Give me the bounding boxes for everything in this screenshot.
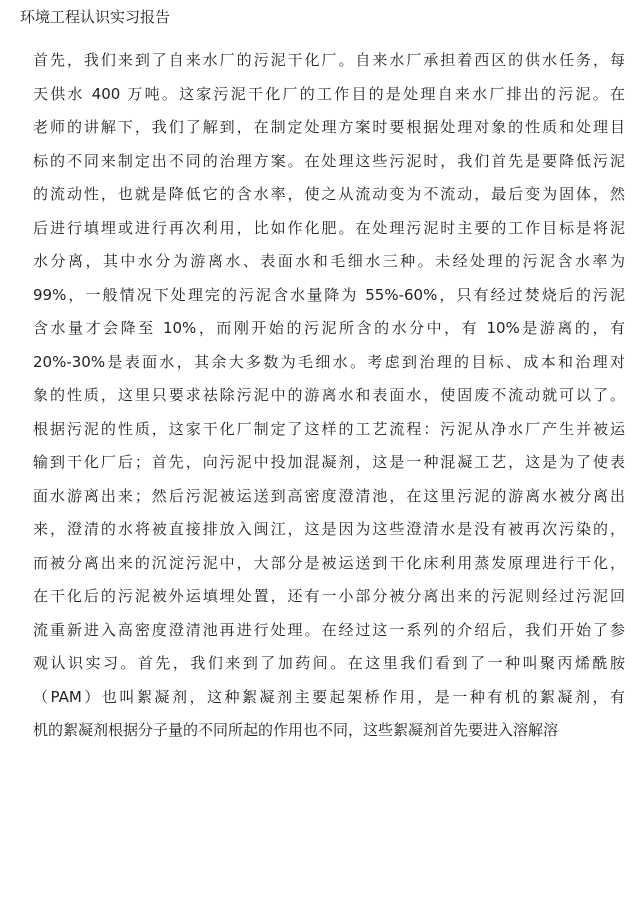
text-line: 后进行填埋或进行再次利用，比如作化肥。在处理污泥时主要的工作目标是将泥	[33, 218, 625, 237]
text-line: 而被分离出来的沉淀污泥中，大部分是被运送到干化床利用蒸发原理进行干化，	[33, 553, 625, 572]
document-body	[33, 44, 625, 748]
text-line: 面水游离出来；然后污泥被运送到高密度澄清池，在这里污泥的游离水被分离出	[33, 486, 625, 505]
text-line: 含水量才会降至 10%，而刚开始的污泥所含的水分中，有 10%是游离的，有	[33, 319, 625, 337]
text-line: 机的絮凝剂根据分子量的不同所起的作用也不同，这些絮凝剂首先要进入溶解溶	[33, 721, 559, 739]
text-line: 来，澄清的水将被直接排放入闽江，这是因为这些澄清水是没有被再次污染的，	[33, 520, 625, 538]
text-line: 的流动性，也就是降低它的含水率，使之从流动变为不流动，最后变为固体，然	[33, 185, 625, 203]
text-line: 象的性质，这里只要求祛除污泥中的游离水和表面水，使固废不流动就可以了。	[33, 386, 625, 404]
text-line: 标的不同来制定出不同的治理方案。在处理这些污泥时，我们首先是要降低污泥	[33, 151, 625, 170]
document-title: 环境工程认识实习报告	[20, 8, 171, 26]
text-line: 输到干化厂后；首先，向污泥中投加混凝剂，这是一种混凝工艺，这是为了使表	[33, 453, 625, 471]
text-line: 老师的讲解下，我们了解到，在制定处理方案时要根据处理对象的性质和处理目	[33, 118, 625, 136]
text-line: 在干化后的污泥被外运填埋处置，还有一小部分被分离出来的污泥则经过污泥回	[33, 587, 625, 605]
text-line: 流重新进入高密度澄清池再进行处理。在经过这一系列的介绍后，我们开始了参	[33, 620, 625, 639]
text-line: 20%-30%是表面水，其余大多数为毛细水。考虑到治理的目标、成本和治理对	[33, 352, 625, 371]
text-line: 观认识实习。首先，我们来到了加药间。在这里我们看到了一种叫聚丙烯酰胺	[33, 654, 625, 672]
text-line: （PAM）也叫絮凝剂，这种絮凝剂主要起架桥作用，是一种有机的絮凝剂，有	[33, 687, 625, 706]
text-line: 水分离，其中水分为游离水、表面水和毛细水三种。未经处理的污泥含水率为	[33, 252, 625, 270]
text-line: 99%，一般情况下处理完的污泥含水量降为 55%-60%，只有经过焚烧后的污泥	[33, 285, 625, 304]
text-line: 根据污泥的性质，这家干化厂制定了这样的工艺流程：污泥从净水厂产生并被运	[33, 419, 625, 438]
text-line: 首先，我们来到了自来水厂的污泥干化厂。自来水厂承担着西区的供水任务，每	[33, 51, 625, 69]
text-line: 天供水 400 万吨。这家污泥干化厂的工作目的是处理自来水厂排出的污泥。在	[33, 84, 625, 103]
